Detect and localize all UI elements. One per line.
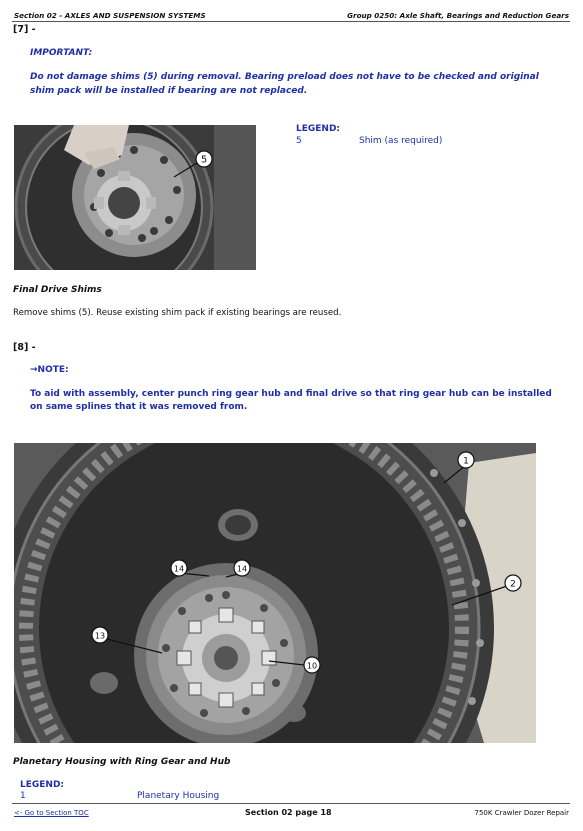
legend-2-item-desc: Planetary Housing [137,791,220,801]
legend-title-2: LEGEND: [20,780,65,790]
section-toc-link[interactable]: <- Go to Section TOC [14,809,89,817]
planetary-housing-caption: Planetary Housing with Ring Gear and Hub [13,757,231,767]
step-8-label: [8] - [13,342,36,353]
step-7-instruction: Remove shims (5). Reuse existing shim pack if existing bearings are reused. [13,308,342,318]
page-number: Section 02 page 18 [245,808,332,817]
step-7-label: [7] - [13,24,36,35]
final-drive-shims-photo [14,125,256,270]
photo2-callout-1: 1 [463,456,469,467]
legend-2-item-number: 1 [20,791,26,801]
legend-1-item-number: 5 [296,136,302,146]
photo2-callout-2: 2 [510,579,516,590]
important-title: IMPORTANT: [30,48,93,58]
footer-divider [12,803,570,804]
legend-title-1: LEGEND: [296,124,341,134]
final-drive-shims-caption: Final Drive Shims [13,285,102,295]
note-title: →NOTE: [30,365,69,375]
important-text: Do not damage shims (5) during removal. Bearing preload does not have to be checked and original shim pack will be installed if bearing are not replaced. [30,72,539,96]
header-divider [12,21,570,22]
photo2-callout-14b: 14 [236,564,248,574]
legend-1-item-desc: Shim (as required) [359,136,443,146]
photo1-callout-5: 5 [200,154,208,166]
planetary-housing-photo [14,443,536,743]
section-header: Section 02 - AXLES AND SUSPENSION SYSTEMS [14,11,206,20]
photo2-callout-13: 13 [94,631,106,641]
photo2-callout-10: 10 [306,661,318,671]
note-text: To aid with assembly, center punch ring gear hub and final drive so that ring gear hub can be installed on same splines that it was removed from. [30,389,552,412]
product-name: 750K Crawler Dozer Repair [474,809,569,817]
group-header: Group 0250: Axle Shaft, Bearings and Reduction Gears [347,11,569,20]
photo2-callout-14a: 14 [173,564,185,574]
